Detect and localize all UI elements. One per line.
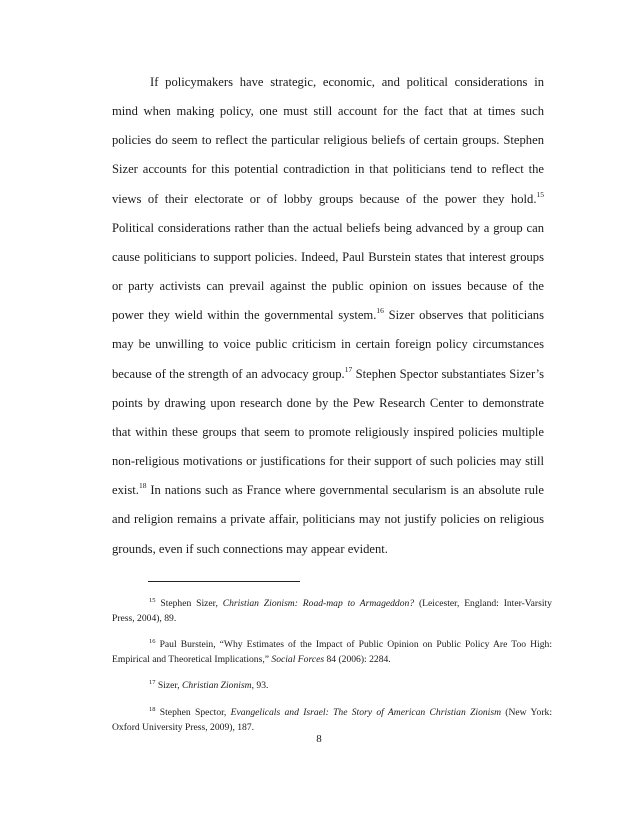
- body-text-run: Sizer observes that politicians may be unwilling to voice public criticism in certain foreign policy circumstances because of the strength of an advocacy group.: [112, 308, 545, 381]
- body-text-run: Political considerations rather than the actual beliefs being advanced by a group can cause politicians to support policies. Indeed, Paul Burstein states that interest groups or party activists can prevail against the public opinion on issues because of the power they wield within the governmental system.: [112, 220, 544, 323]
- footnote-text: Paul Burstein, “Why Estimates of the Impact of Public Opinion on Public Policy Are Too High: Empirical and Theoretical Implications,”: [112, 639, 552, 665]
- footnote-title: Christian Zionism: Road-map to Armageddon?: [222, 598, 415, 609]
- footnote-divider: [148, 581, 300, 582]
- footnote-15: [112, 597, 552, 626]
- footnote-ref-16[interactable]: 16: [376, 306, 384, 316]
- body-text: [112, 68, 544, 564]
- footnote-ref-15[interactable]: 15: [536, 189, 544, 199]
- page-number: 8: [316, 733, 322, 745]
- footnote-18: [112, 706, 552, 735]
- footnote-16: [112, 638, 552, 667]
- footnote-number: 17: [149, 679, 156, 687]
- body-text-run: If policymakers have strategic, economic, and political considerations in mind when making policy, one must still account for the fact that at times such policies do seem to reflect the particular religious beliefs of certain groups. Stephen Sizer accounts for this potential contradiction in that politicians tend to reflect the views of their electorate or of lobby groups because of the power they hold.: [112, 75, 544, 206]
- footnote-ref-18[interactable]: 18: [138, 481, 147, 491]
- footnote-ref-17[interactable]: 17: [344, 364, 353, 374]
- body-text-run: In nations such as France where governmental secularism is an absolute rule and religion remains a private affair, politicians may not justify policies on religious grounds, even if such connections may appear evident.: [112, 483, 544, 556]
- footnote-text: Stephen Sizer,: [155, 598, 223, 609]
- footnote-text: Sizer,: [155, 680, 183, 692]
- footnote-number: 15: [149, 597, 156, 604]
- footnote-text: 84 (2006): 2284.: [324, 653, 391, 665]
- footnote-text: (New York: Oxford University Press, 2009), 187.: [112, 706, 552, 733]
- footnotes: [112, 597, 552, 747]
- footnote-text: Stephen Spector,: [155, 706, 231, 718]
- footnote-title: Evangelicals and Israel: The Story of American Christian Zionism: [230, 706, 501, 718]
- footnote-title: Christian Zionism: [182, 680, 252, 692]
- body-paragraph: [112, 68, 544, 564]
- body-text-run: Stephen Spector substantiates Sizer’s points by drawing upon research done by the Pew Research Center to demonstrate that within these groups that seem to promote religiously inspired policies multiple non-religious motivations or justifications for their support of such policies may still exist.: [112, 366, 544, 498]
- footnote-text: (Leicester, England: Inter-Varsity Press, 2004), 89.: [112, 598, 552, 624]
- footnote-number: 16: [149, 638, 156, 646]
- footnote-17: [112, 679, 552, 694]
- footnote-title: Social Forces: [271, 653, 325, 665]
- footnote-text: , 93.: [251, 680, 269, 692]
- footnote-number: 18: [149, 705, 156, 713]
